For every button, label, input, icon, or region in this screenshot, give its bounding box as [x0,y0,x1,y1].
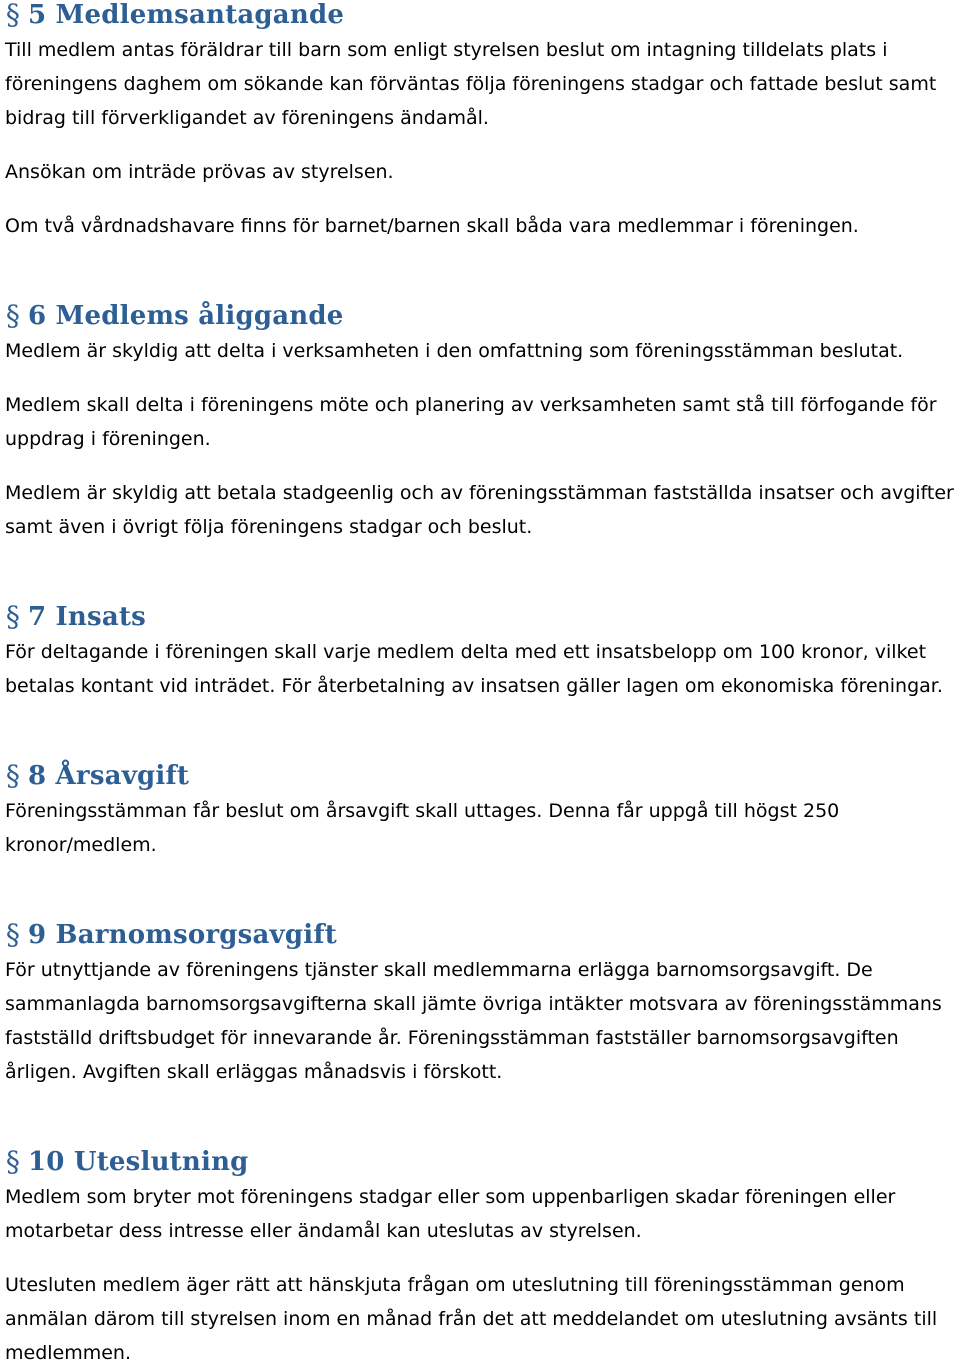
paragraph-sign-icon: § [5,759,21,792]
section-paragraph: Ansökan om inträde prövas av styrelsen. [5,161,394,183]
section-paragraph: Medlem som bryter mot föreningens stadgar eller som uppenbarligen skadar föreningen eller motarbetar dess intresse eller ändamål kan uteslutas av styrelsen. [5,1186,896,1242]
section-paragraph: Medlem är skyldig att betala stadgeenlig och av föreningsstämman fastställda insatser och avgifter samt även i övrigt följa föreningens stadgar och beslut. [5,482,954,538]
section-heading [5,301,957,331]
section-paragraph: För utnyttjande av föreningens tjänster skall medlemmarna erlägga barnomsorgsavgift. De sammanlagda barnomsorgsavgifterna skall jämte övriga intäkter motsvara av föreningsstämmans fastställd driftsbudget för innevarande år. Föreningsstämman fastställer barnomsorgsavgiften årligen. Avgiften skall erläggas månadsvis i förskott. [5,959,942,1083]
section-10-uteslutning [5,1147,957,1370]
section-title: 6 Medlems åliggande [28,301,344,331]
section-paragraph: Om två vårdnadshavare finns för barnet/barnen skall båda vara medlemmar i föreningen. [5,215,859,237]
section-7-insats [5,602,957,703]
paragraph-sign-icon: § [5,0,21,31]
section-6-medlems-aliggande [5,301,957,544]
document-page [5,0,957,1370]
section-title: 7 Insats [28,602,146,632]
section-8-arsavgift [5,761,957,862]
paragraph-sign-icon: § [5,918,21,951]
section-paragraph: Föreningsstämman får beslut om årsavgift skall uttages. Denna får uppgå till högst 250 kronor/medlem. [5,800,840,856]
section-paragraph: För deltagande i föreningen skall varje medlem delta med ett insatsbelopp om 100 kronor, vilket betalas kontant vid inträdet. För återbetalning av insatsen gäller lagen om ekonomiska föreningar. [5,641,943,697]
section-5-medlemsantagande [5,0,957,243]
section-paragraph: Till medlem antas föräldrar till barn som enligt styrelsen beslut om intagning tilldelats plats i föreningens daghem om sökande kan förväntas följa föreningens stadgar och fattade beslut samt bidrag till förverkligandet av föreningens ändamål. [5,39,937,129]
section-heading [5,920,957,950]
section-paragraph: Medlem skall delta i föreningens möte och planering av verksamheten samt stå till förfogande för uppdrag i föreningen. [5,394,937,450]
section-heading [5,0,957,30]
section-paragraph: Medlem är skyldig att delta i verksamheten i den omfattning som föreningsstämman beslutat. [5,340,904,362]
section-heading [5,761,957,791]
section-title: 8 Årsavgift [28,761,190,791]
section-title: 9 Barnomsorgsavgift [28,920,337,950]
section-title: 10 Uteslutning [28,1147,249,1177]
section-9-barnomsorgsavgift [5,920,957,1089]
paragraph-sign-icon: § [5,600,21,633]
section-title: 5 Medlemsantagande [28,0,345,30]
section-heading [5,602,957,632]
paragraph-sign-icon: § [5,299,21,332]
paragraph-sign-icon: § [5,1145,21,1178]
section-heading [5,1147,957,1177]
section-paragraph: Utesluten medlem äger rätt att hänskjuta frågan om uteslutning till föreningsstämman genom anmälan därom till styrelsen inom en månad från det att meddelandet om uteslutning avsänts till medlemmen. [5,1274,938,1364]
